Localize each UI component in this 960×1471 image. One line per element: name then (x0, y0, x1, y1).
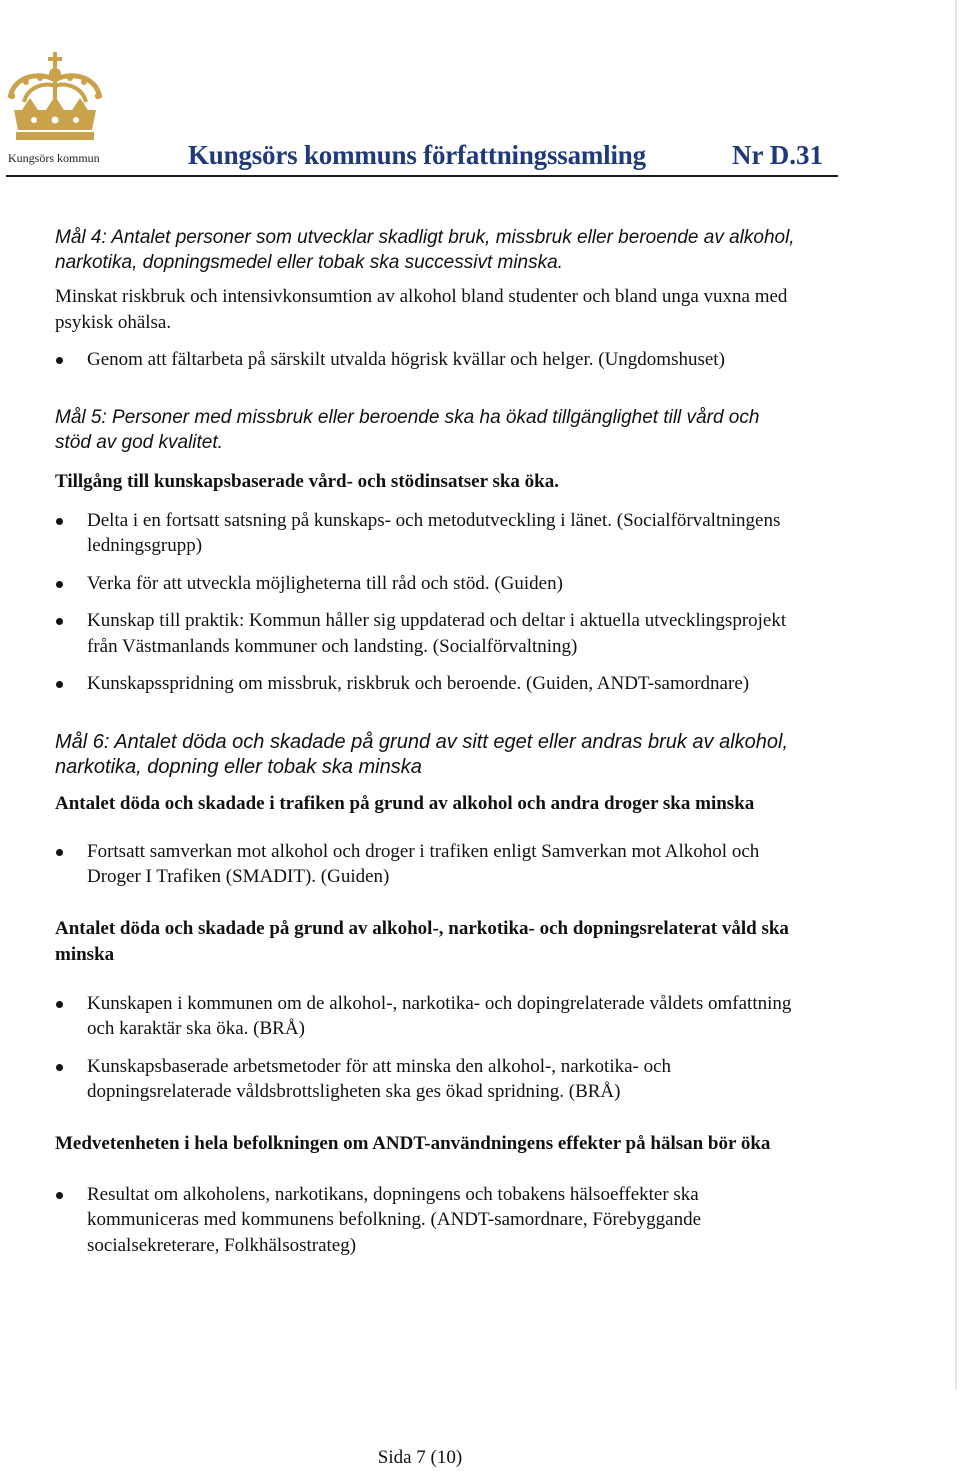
kungsor-crown-logo (2, 52, 108, 164)
list-item: Kunskapsbaserade arbetsmetoder för att minska den alkohol-, narkotika- och dopningsrelaterade våldsbrottsligheten ska ges ökad spridning. (BRÅ) (55, 1054, 795, 1105)
list-item: Kunskap till praktik: Kommun håller sig uppdaterad och deltar i aktuella utvecklingsprojekt från Västmanlands kommuner och landsting. (Socialförvaltning) (55, 608, 795, 659)
goal-6-heading: Mål 6: Antalet döda och skadade på grund av sitt eget eller andras bruk av alkohol, narkotika, dopning eller tobak ska minska (55, 730, 789, 778)
list-item: Verka för att utveckla möjligheterna till råd och stöd. (Guiden) (55, 571, 795, 597)
list-item: Resultat om alkoholens, narkotikans, dopningens och tobakens hälsoeffekter ska kommuniceras med kommunens befolkning. (ANDT-samordnare, Förebyggande socialsekreterare, Folkhälsostrateg) (55, 1182, 795, 1259)
page-number: Sida 7 (10) (377, 1447, 463, 1468)
logo-text: Kungsörs kommun (8, 151, 100, 165)
bullet-list-3 (55, 839, 795, 890)
document-number: Nr D.31 (732, 140, 823, 170)
publication-title: Kungsörs kommuns författningssamling (188, 140, 646, 170)
subheading-tillgang: Tillgång till kunskapsbaserade vård- och stödinsatser ska öka. (55, 470, 559, 492)
bullet-list-2 (55, 508, 795, 697)
subheading-trafiken: Antalet döda och skadade i trafiken på grund av alkohol och andra droger ska minska (55, 792, 755, 814)
goal-5-heading: Mål 5: Personer med missbruk eller beroende ska ha ökad tillgänglighet till vård och stöd av god kvalitet. (55, 406, 760, 453)
list-item: Delta i en fortsatt satsning på kunskaps- och metodutveckling i länet. (Socialförvaltningens ledningsgrupp) (55, 508, 795, 559)
page-edge (955, 0, 957, 1390)
subheading-medvetenhet: Medvetenheten i hela befolkningen om ANDT-användningens effekter på hälsan bör öka (55, 1132, 771, 1154)
subheading-riskbruk: Minskat riskbruk och intensivkonsumtion av alkohol bland studenter och bland unga vuxna med psykisk ohälsa. (55, 286, 788, 333)
bullet-list-5 (55, 1182, 795, 1259)
bullet-list-4 (55, 991, 795, 1105)
list-item: Kunskapsspridning om missbruk, riskbruk och beroende. (Guiden, ANDT-samordnare) (55, 671, 795, 697)
crown-icon (2, 52, 108, 152)
document-body (55, 225, 795, 1258)
bullet-list-1 (55, 347, 795, 373)
subheading-vald: Antalet döda och skadade på grund av alkohol-, narkotika- och dopningsrelaterat våld ska minska (55, 917, 789, 965)
list-item: Genom att fältarbeta på särskilt utvalda högrisk kvällar och helger. (Ungdomshuset) (55, 347, 795, 373)
goal-4-heading: Mål 4: Antalet personer som utvecklar skadligt bruk, missbruk eller beroende av alkohol, narkotika, dopningsmedel eller tobak ska successivt minska. (55, 227, 795, 273)
list-item: Fortsatt samverkan mot alkohol och droger i trafiken enligt Samverkan mot Alkohol och Droger I Trafiken (SMADIT). (Guiden) (55, 839, 795, 890)
list-item: Kunskapen i kommunen om de alkohol-, narkotika- och dopingrelaterade våldets omfattning och karaktär ska öka. (BRÅ) (55, 991, 795, 1042)
header-divider (6, 175, 838, 177)
